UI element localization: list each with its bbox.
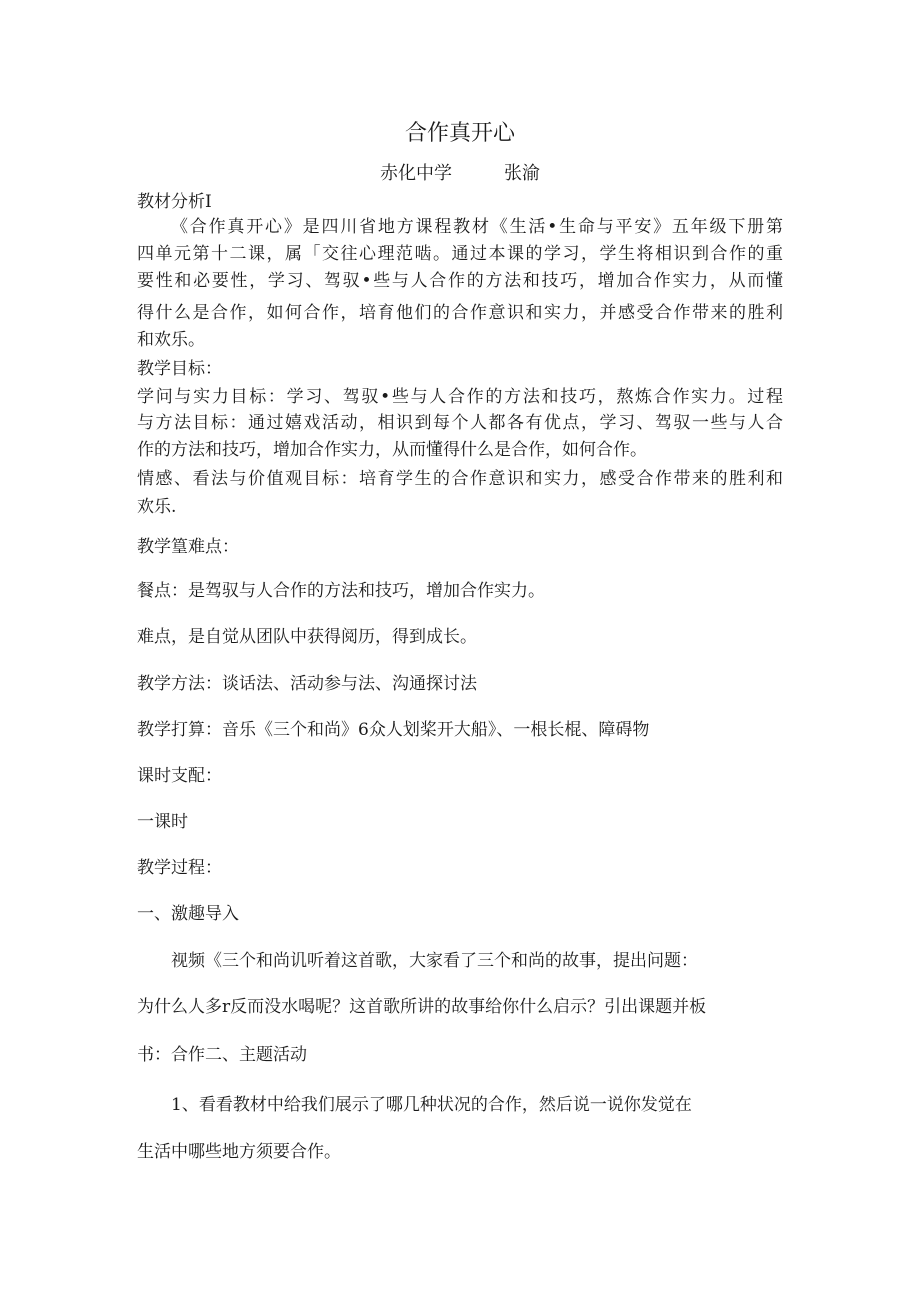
- paragraph-line: 《合作真开心》是四川省地方课程教材《生活•生命与平安》五年级下册第: [171, 217, 783, 237]
- section-heading-schedule: 课时支配：: [137, 766, 222, 786]
- section-heading-teaching-goals: 教学目标：: [137, 359, 222, 379]
- school-name: 赤化中学: [380, 163, 452, 184]
- paragraph-line: 为什么人多r反而没水喝呢？这首歌所讲的故事给你什么启示？引出课题并板: [137, 997, 707, 1017]
- byline: [0, 162, 920, 186]
- paragraph-line: 要性和必要性，学习、驾驭•些与人合作的方法和技巧，增加合作实力，从而懂: [137, 271, 783, 291]
- paragraph-line: 书：合作二、主题活动: [137, 1045, 307, 1065]
- difficulty-line: 难点，是自觉从团队中获得阅历，得到成长。: [137, 627, 477, 647]
- paragraph-line: 1、看看教材中给我们展示了哪几种状况的合作，然后说一说你发觉在: [171, 1095, 692, 1115]
- paragraph-line: 作的方法和技巧，增加合作实力，从而懂得什么是合作，如何合作。: [137, 440, 647, 460]
- teaching-preparation-line: 教学打算：音乐《三个和尚》6众人划桨开大船》、一根长棍、障碍物: [137, 720, 650, 740]
- step-heading: 一、激趣导入: [137, 904, 239, 924]
- section-heading-material-analysis: 教材分析I: [137, 192, 212, 212]
- schedule-line: 一课时: [137, 812, 188, 832]
- paragraph-line: 四单元第十二课，属「交往心理范啮。通过本课的学习，学生将相识到合作的重: [137, 244, 783, 264]
- paragraph-line: 与方法目标：通过嬉戏活动，相识到每个人都各有优点，学习、驾驭一些与人合: [137, 413, 783, 433]
- paragraph-line: 学问与实力目标：学习、驾驭•些与人合作的方法和技巧，熬炼合作实力。过程: [137, 387, 783, 407]
- section-heading-key-points: 教学篁难点：: [137, 537, 239, 557]
- paragraph-line: 视频《三个和尚讥听着这首歌，大家看了三个和尚的故事，提出问题：: [171, 951, 698, 971]
- paragraph-line: 欢乐.: [137, 497, 177, 517]
- paragraph-line: 生活中哪些地方须要合作。: [137, 1142, 341, 1162]
- section-heading-process: 教学过程：: [137, 858, 222, 878]
- teaching-method-line: 教学方法：谈话法、活动参与法、沟通探讨法: [137, 674, 477, 694]
- paragraph-line: 情感、看法与价值观目标：培育学生的合作意识和实力，感受合作带来的胜利和: [137, 469, 783, 489]
- document-title: 合作真开心: [404, 121, 515, 146]
- paragraph-line: 得什么是合作，如何合作，培育他们的合作意识和实力，并感受合作带来的胜利: [137, 303, 783, 323]
- key-point-line: 餐点：是驾驭与人合作的方法和技巧，增加合作实力。: [137, 581, 545, 601]
- paragraph-line: 和欢乐。: [137, 330, 205, 350]
- author-name: 张渝: [504, 163, 540, 184]
